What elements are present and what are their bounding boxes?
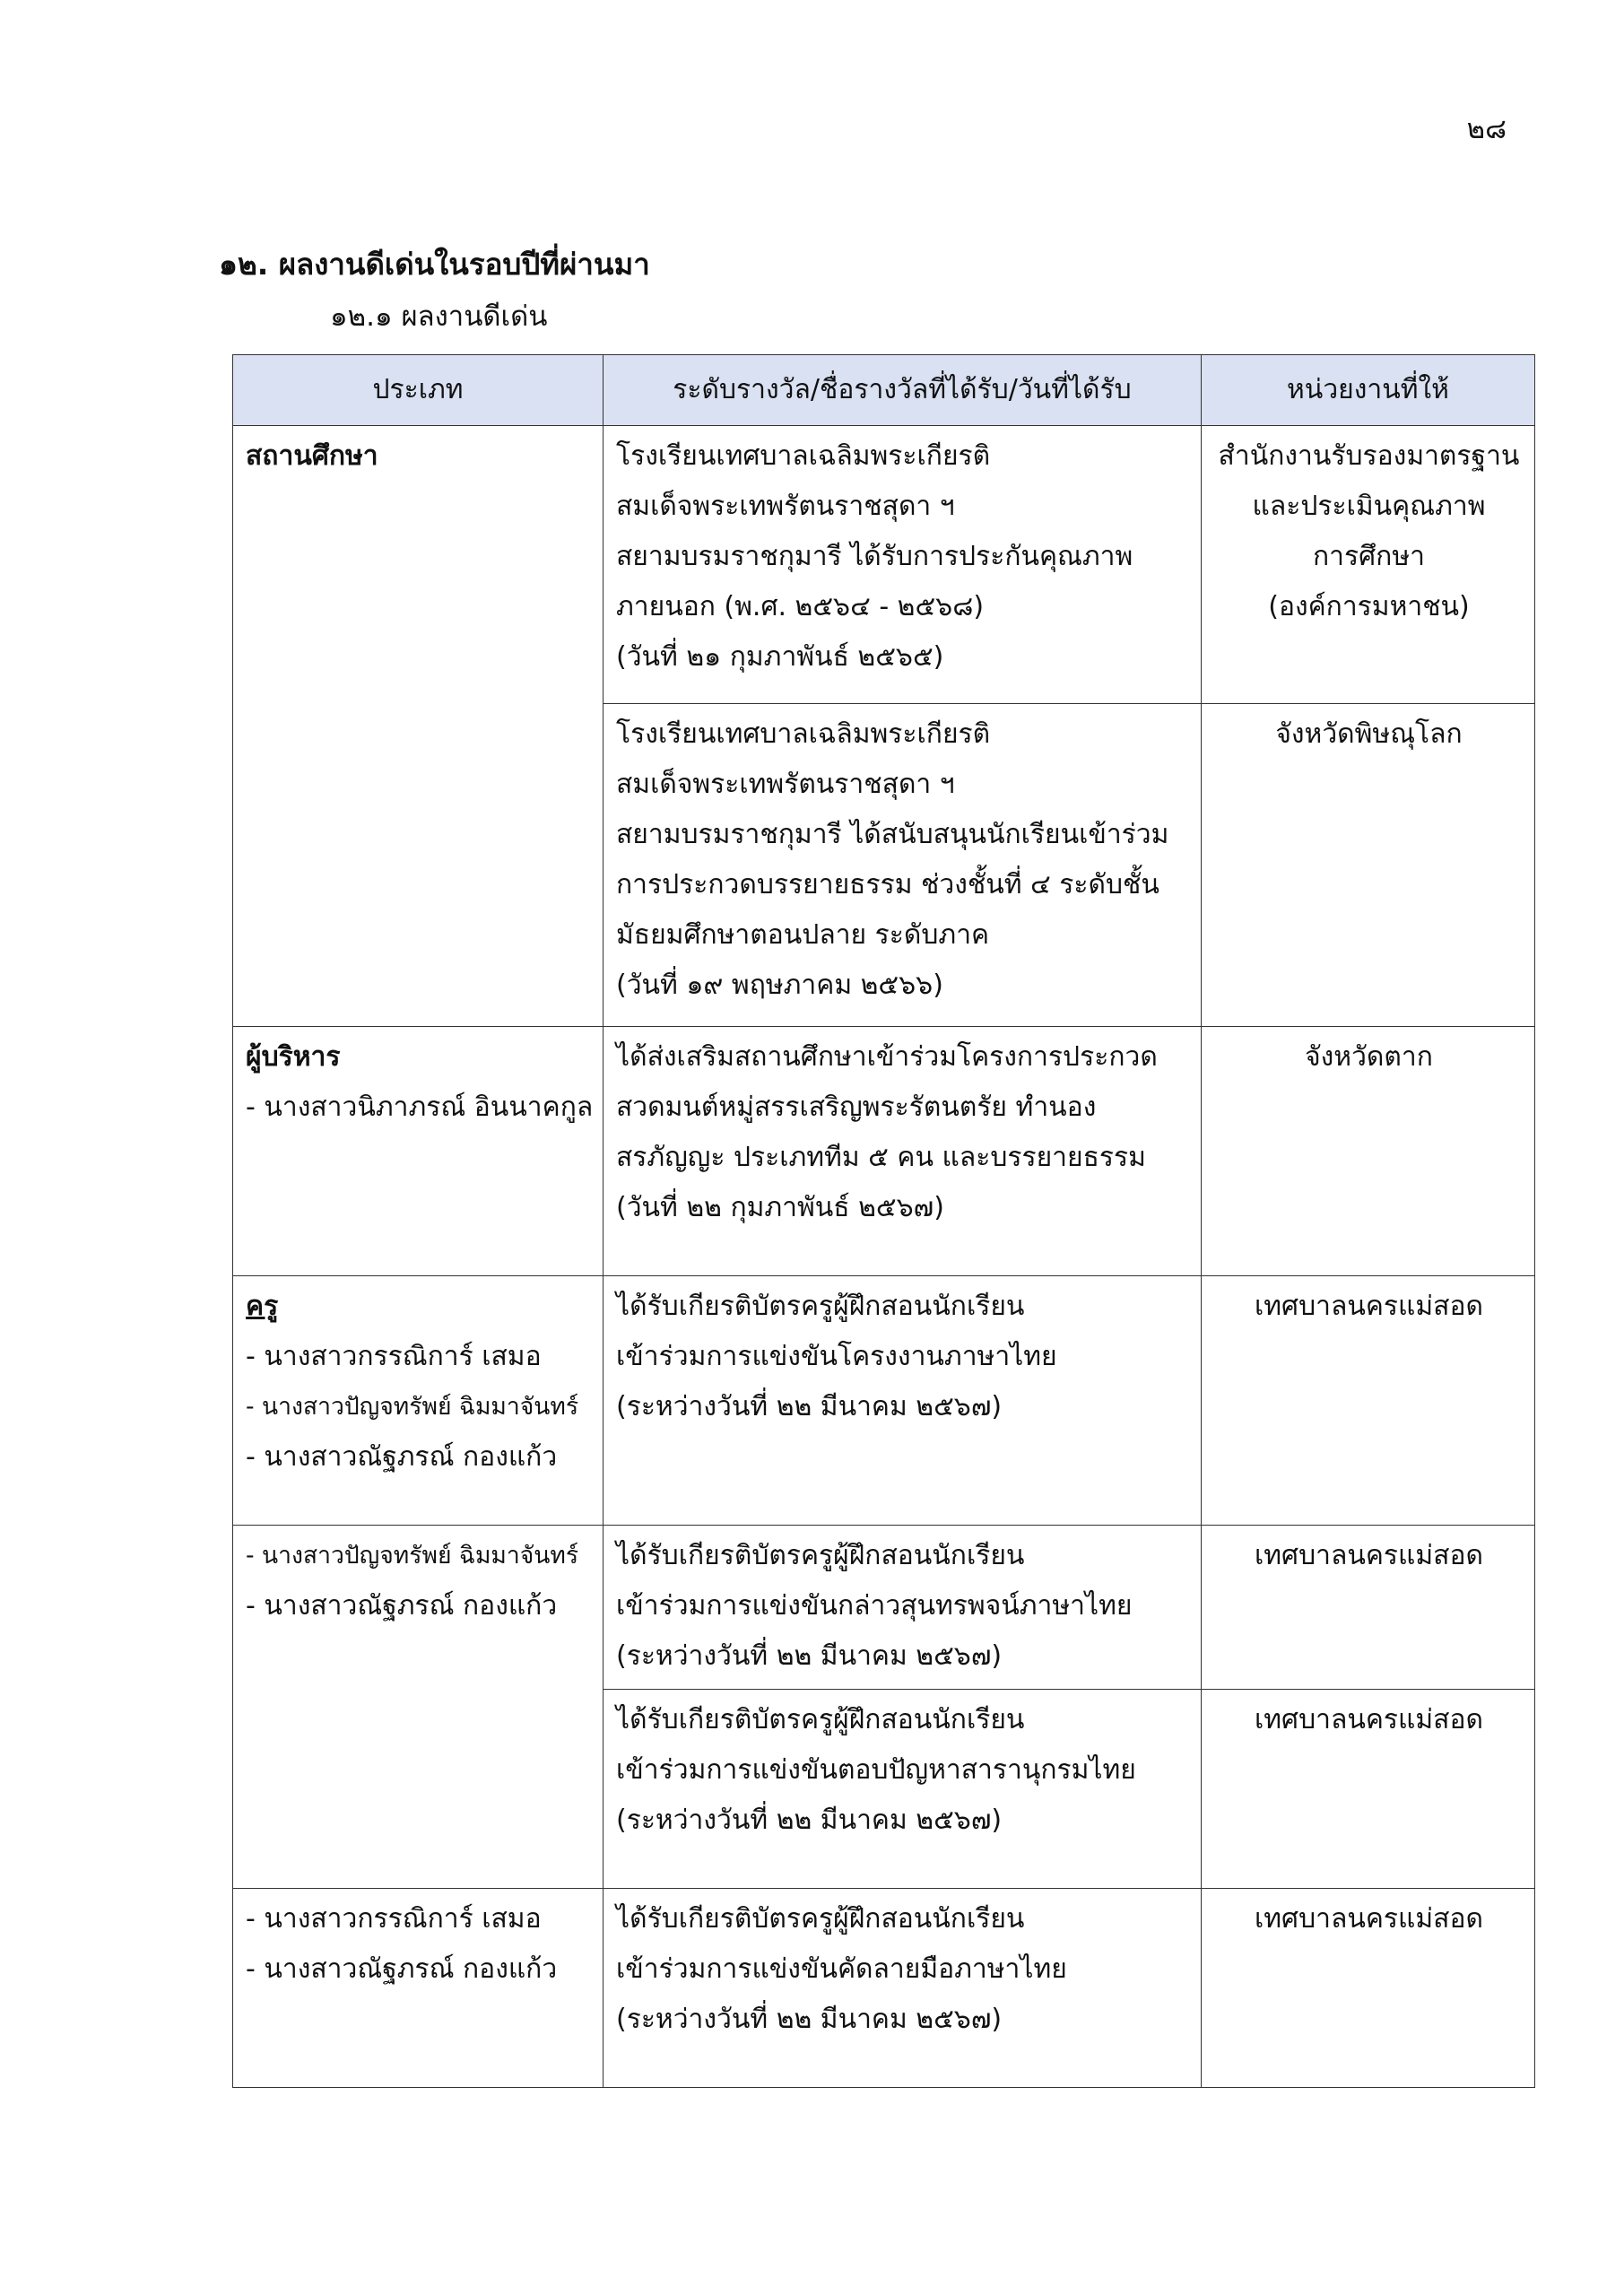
header-agency: หน่วยงานที่ให้ [1202, 355, 1535, 426]
award-line: โรงเรียนเทศบาลเฉลิมพระเกียรติ [616, 718, 991, 750]
agency-line: สำนักงานรับรองมาตรฐาน [1218, 440, 1520, 472]
award-line: ได้รับเกียรติบัตรครูผู้ฝึกสอนนักเรียน [616, 1540, 1025, 1571]
category-label-executive: ผู้บริหาร [246, 1041, 341, 1073]
agency-line: เทศบาลนครแม่สอด [1255, 1704, 1483, 1735]
award-line: เข้าร่วมการแข่งขันกล่าวสุนทรพจน์ภาษาไทย [616, 1590, 1133, 1622]
award-cell [604, 704, 1202, 1027]
names-cell [233, 1889, 604, 2088]
table-row [233, 1889, 1535, 2088]
category-cell-executive [233, 1027, 604, 1276]
award-cell [604, 1889, 1202, 2088]
header-type: ประเภท [233, 355, 604, 426]
person-name: - นางสาวณัฐภรณ์ กองแก้ว [246, 1441, 558, 1473]
person-name: - นางสาวณัฐภรณ์ กองแก้ว [246, 1953, 558, 1985]
award-line: ได้ส่งเสริมสถานศึกษาเข้าร่วมโครงการประกวด [616, 1041, 1158, 1073]
award-cell [604, 426, 1202, 704]
award-line: สยามบรมราชกุมารี ได้สนับสนุนนักเรียนเข้าร่วม [616, 819, 1169, 850]
agency-line: เทศบาลนครแม่สอด [1255, 1291, 1483, 1322]
agency-cell [1202, 1526, 1535, 1690]
award-cell [604, 1027, 1202, 1276]
award-line: มัธยมศึกษาตอนปลาย ระดับภาค [616, 919, 990, 951]
award-cell [604, 1526, 1202, 1690]
award-line: การประกวดบรรยายธรรม ช่วงชั้นที่ ๔ ระดับชั้น [616, 869, 1159, 900]
table-row [233, 1027, 1535, 1276]
award-line: (วันที่ ๑๙ พฤษภาคม ๒๕๖๖) [616, 970, 943, 1001]
person-name: - นางสาวกรรณิการ์ เสมอ [246, 1903, 542, 1935]
subsection-heading: ๑๒.๑ ผลงานดีเด่น [330, 300, 548, 333]
award-line: โรงเรียนเทศบาลเฉลิมพระเกียรติ [616, 440, 991, 472]
category-label-teachers: ครู [246, 1291, 279, 1322]
award-line: เข้าร่วมการแข่งขันตอบปัญหาสารานุกรมไทย [616, 1754, 1136, 1786]
table-row [233, 426, 1535, 704]
award-line: (วันที่ ๒๒ กุมภาพันธ์ ๒๕๖๗) [616, 1192, 944, 1223]
table-row [233, 1276, 1535, 1526]
award-line: สวดมนต์หมู่สรรเสริญพระรัตนตรัย ทำนอง [616, 1091, 1097, 1123]
award-line: ได้รับเกียรติบัตรครูผู้ฝึกสอนนักเรียน [616, 1704, 1025, 1735]
award-line: (วันที่ ๒๑ กุมภาพันธ์ ๒๕๖๕) [616, 641, 944, 673]
award-line: เข้าร่วมการแข่งขันโครงงานภาษาไทย [616, 1341, 1057, 1372]
award-line: (ระหว่างวันที่ ๒๒ มีนาคม ๒๕๖๗) [616, 1805, 1003, 1836]
table-row [233, 1526, 1535, 1690]
names-cell [233, 1526, 604, 1889]
award-line: ได้รับเกียรติบัตรครูผู้ฝึกสอนนักเรียน [616, 1291, 1025, 1322]
person-name: - นางสาวปัญจทรัพย์ ฉิมมาจันทร์ [246, 1542, 579, 1570]
header-award: ระดับรางวัล/ชื่อรางวัลที่ได้รับ/วันที่ได้รับ [604, 355, 1202, 426]
agency-cell [1202, 1276, 1535, 1526]
agency-line: เทศบาลนครแม่สอด [1255, 1540, 1483, 1571]
agency-cell [1202, 704, 1535, 1027]
award-line: สมเด็จพระเทพรัตนราชสุดา ฯ [616, 491, 955, 522]
agency-line: จังหวัดพิษณุโลก [1275, 718, 1463, 750]
award-line: (ระหว่างวันที่ ๒๒ มีนาคม ๒๕๖๗) [616, 1640, 1003, 1672]
award-line: เข้าร่วมการแข่งขันคัดลายมือภาษาไทย [616, 1953, 1067, 1985]
awards-table [232, 354, 1535, 2088]
award-line: ภายนอก (พ.ศ. ๒๕๖๔ - ๒๕๖๘) [616, 591, 985, 622]
person-name: - นางสาวกรรณิการ์ เสมอ [246, 1341, 542, 1372]
award-line: สรภัญญะ ประเภททีม ๕ คน และบรรยายธรรม [616, 1142, 1146, 1173]
section-heading: ๑๒. ผลงานดีเด่นในรอบปีที่ผ่านมา [219, 247, 650, 282]
table-header-row [233, 355, 1535, 426]
award-line: ได้รับเกียรติบัตรครูผู้ฝึกสอนนักเรียน [616, 1903, 1025, 1935]
category-cell-school [233, 426, 604, 1027]
award-line: สมเด็จพระเทพรัตนราชสุดา ฯ [616, 769, 955, 800]
award-line: สยามบรมราชกุมารี ได้รับการประกันคุณภาพ [616, 541, 1133, 572]
category-cell-teachers [233, 1276, 604, 1526]
person-name: - นางสาวณัฐภรณ์ กองแก้ว [246, 1590, 558, 1622]
agency-line: เทศบาลนครแม่สอด [1255, 1903, 1483, 1935]
award-line: (ระหว่างวันที่ ๒๒ มีนาคม ๒๕๖๗) [616, 1391, 1003, 1422]
agency-cell [1202, 1889, 1535, 2088]
agency-line: (องค์การมหาชน) [1268, 591, 1470, 622]
agency-line: จังหวัดตาก [1305, 1041, 1433, 1073]
award-line: (ระหว่างวันที่ ๒๒ มีนาคม ๒๕๖๗) [616, 2004, 1003, 2035]
agency-line: และประเมินคุณภาพ [1252, 491, 1486, 522]
category-label-school: สถานศึกษา [246, 440, 378, 472]
agency-cell [1202, 426, 1535, 704]
agency-cell [1202, 1690, 1535, 1889]
page-number: ๒๘ [1466, 113, 1507, 145]
agency-line: การศึกษา [1313, 541, 1425, 572]
person-name: - นางสาวนิภาภรณ์ อินนาคกูล [246, 1091, 594, 1123]
person-name: - นางสาวปัญจทรัพย์ ฉิมมาจันทร์ [246, 1393, 579, 1421]
award-cell [604, 1690, 1202, 1889]
award-cell [604, 1276, 1202, 1526]
agency-cell [1202, 1027, 1535, 1276]
